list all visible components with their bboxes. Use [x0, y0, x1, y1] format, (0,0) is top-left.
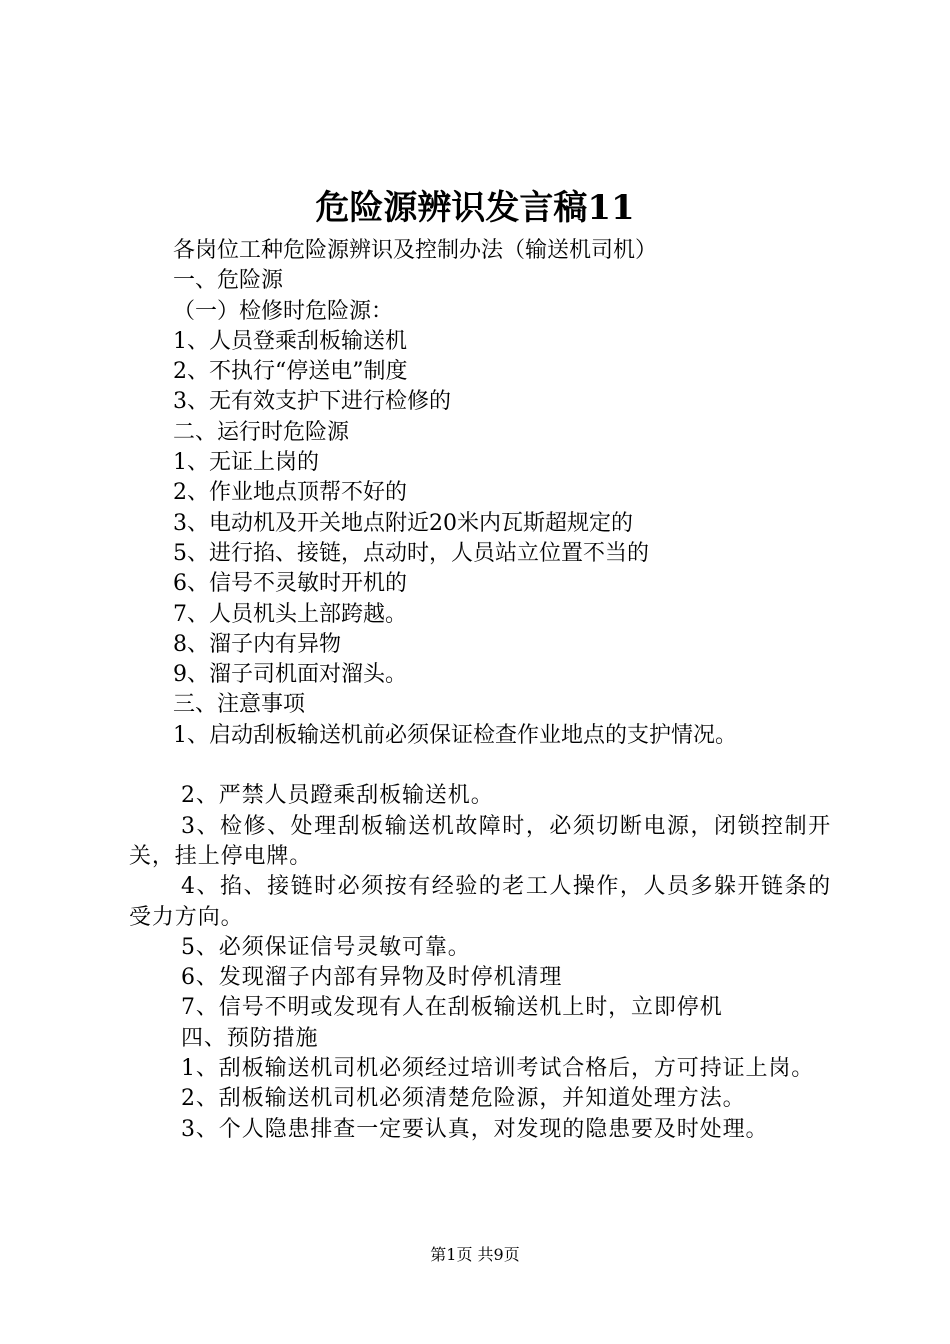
list-item: 1、刮板输送机司机必须经过培训考试合格后，方可持证上岗。 [181, 1056, 815, 1082]
list-item: 9、溜子司机面对溜头。 [173, 662, 407, 688]
section-heading: 四、预防措施 [181, 1025, 319, 1051]
list-item: 3、电动机及开关地点附近20米内瓦斯超规定的 [173, 510, 633, 536]
list-item: 7、信号不明或发现有人在刮板输送机上时，立即停机 [181, 995, 723, 1021]
document-body [129, 236, 831, 1145]
list-item: 1、无证上岗的 [173, 450, 319, 476]
list-item: 1、人员登乘刮板输送机 [173, 328, 407, 354]
list-item: 2、严禁人员蹬乘刮板输送机。 [181, 783, 494, 809]
document-title: 危险源辨识发言稿11 [315, 188, 635, 228]
list-item: 4、掐、接链时必须按有经验的老工人操作，人员多躲开链条的受力方向。 [129, 874, 831, 930]
list-item: 5、进行掐、接链，点动时，人员站立位置不当的 [173, 540, 649, 566]
list-item: 7、人员机头上部跨越。 [173, 601, 407, 627]
list-item: 2、不执行“停送电”制度 [173, 359, 408, 385]
section-heading: 一、危险源 [173, 268, 284, 294]
list-item: 3、检修、处理刮板输送机故障时，必须切断电源，闭锁控制开关，挂上停电牌。 [129, 813, 831, 869]
blank-line [129, 751, 831, 781]
page-footer: 第1页 共9页 [430, 1245, 520, 1264]
list-item: 8、溜子内有异物 [173, 631, 341, 657]
list-item: 3、个人隐患排查一定要认真，对发现的隐患要及时处理。 [181, 1116, 769, 1142]
subsection-heading: 二、运行时危险源 [173, 419, 350, 445]
document-subtitle: 各岗位工种危险源辨识及控制办法（输送机司机） [173, 238, 658, 263]
list-item: 6、发现溜子内部有异物及时停机清理 [181, 965, 563, 991]
list-item: 2、作业地点顶帮不好的 [173, 480, 407, 506]
subsection-heading: （一）检修时危险源： [173, 298, 394, 324]
list-item: 6、信号不灵敏时开机的 [173, 571, 407, 597]
list-item: 5、必须保证信号灵敏可靠。 [181, 934, 471, 960]
list-item: 3、无有效支护下进行检修的 [173, 389, 451, 415]
list-item: 2、刮板输送机司机必须清楚危险源，并知道处理方法。 [181, 1086, 746, 1112]
list-item: 1、启动刮板输送机前必须保证检查作业地点的支护情况。 [173, 722, 737, 748]
section-heading: 三、注意事项 [173, 692, 306, 718]
